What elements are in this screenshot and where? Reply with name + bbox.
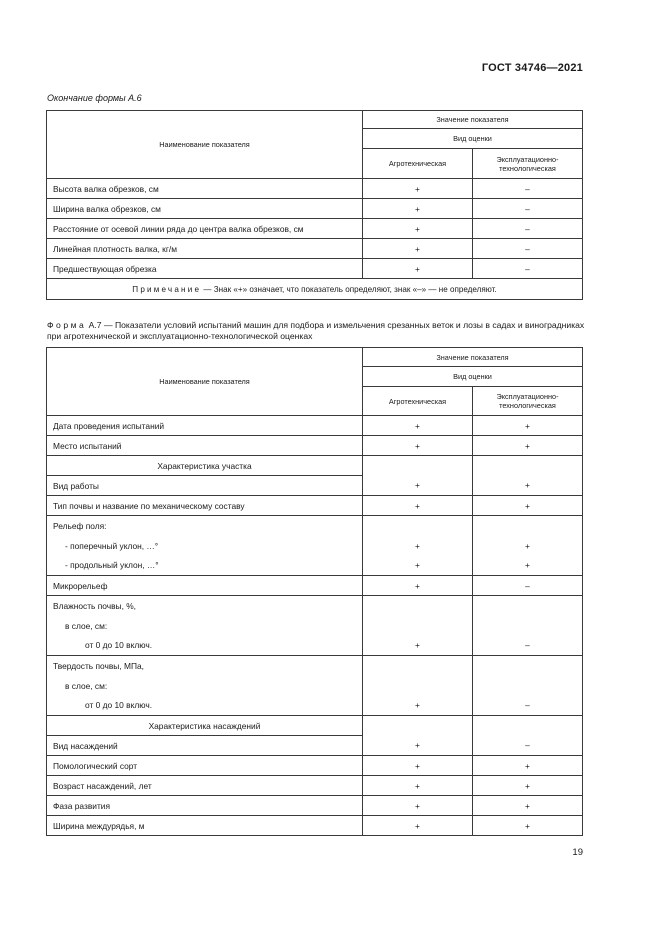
indicator-name: Возраст насаждений, лет: [47, 776, 363, 796]
table-row: [47, 716, 583, 736]
agro-mark: +: [363, 259, 473, 279]
agro-mark: +: [363, 816, 473, 836]
agro-mark: +: [363, 776, 473, 796]
header-evaluation-type: Вид оценки: [363, 367, 583, 387]
header-indicator-value: Значение показателя: [363, 111, 583, 129]
expl-mark: +: [473, 556, 583, 576]
table-row: [47, 816, 583, 836]
agro-mark: [363, 516, 473, 536]
expl-mark: +: [473, 816, 583, 836]
expl-mark: –: [473, 219, 583, 239]
agro-mark: +: [363, 796, 473, 816]
indicator-name: Помологический сорт: [47, 756, 363, 776]
indicator-name: Расстояние от осевой линии ряда до центра валка обрезков, см: [47, 219, 363, 239]
agro-mark: +: [363, 536, 473, 556]
form-continuation-caption: Окончание формы А.6: [47, 93, 142, 103]
agro-mark: +: [363, 496, 473, 516]
table-row: [47, 436, 583, 456]
expl-mark: +: [473, 496, 583, 516]
header-agrotechnical: Агротехническая: [363, 149, 473, 179]
expl-mark: –: [473, 636, 583, 656]
table-row: [47, 616, 583, 636]
table-row: [47, 736, 583, 756]
indicator-name: Твердость почвы, МПа,: [47, 656, 363, 676]
indicator-name: - продольный уклон, …°: [47, 556, 363, 576]
expl-mark: [473, 596, 583, 616]
indicator-name: от 0 до 10 включ.: [47, 636, 363, 656]
expl-mark: –: [473, 179, 583, 199]
table-row: [47, 219, 583, 239]
expl-mark: +: [473, 476, 583, 496]
indicator-name: Микрорельеф: [47, 576, 363, 596]
agro-mark: [363, 596, 473, 616]
expl-mark: [473, 656, 583, 676]
form-label: Форма: [47, 320, 87, 330]
note-label: Примечание: [132, 284, 202, 294]
indicator-name: Предшествующая обрезка: [47, 259, 363, 279]
table-row: [47, 456, 583, 476]
agro-mark: +: [363, 736, 473, 756]
agro-mark: +: [363, 556, 473, 576]
expl-mark: +: [473, 776, 583, 796]
expl-mark: [473, 716, 583, 736]
expl-mark: [473, 676, 583, 696]
header-indicator-name: Наименование показателя: [47, 348, 363, 416]
indicator-name: Фаза развития: [47, 796, 363, 816]
indicator-name: в слое, см:: [47, 676, 363, 696]
table-row: [47, 199, 583, 219]
header-indicator-name: Наименование показателя: [47, 111, 363, 179]
indicator-name: от 0 до 10 включ.: [47, 696, 363, 716]
header-agrotechnical: Агротехническая: [363, 387, 473, 416]
expl-mark: –: [473, 696, 583, 716]
expl-mark: +: [473, 536, 583, 556]
table-row: [47, 536, 583, 556]
indicator-name: Тип почвы и название по механическому составу: [47, 496, 363, 516]
expl-mark: +: [473, 416, 583, 436]
table-row: [47, 636, 583, 656]
table-row: [47, 776, 583, 796]
table-row: [47, 416, 583, 436]
indicator-name: Вид работы: [47, 476, 363, 496]
expl-mark: –: [473, 736, 583, 756]
indicator-name: Влажность почвы, %,: [47, 596, 363, 616]
table-row: [47, 676, 583, 696]
header-operational: Эксплуатационно-технологическая: [473, 149, 583, 179]
agro-mark: +: [363, 436, 473, 456]
table-row: [47, 556, 583, 576]
table-row: [47, 656, 583, 676]
form-a6-table: [46, 110, 583, 300]
indicator-name: Рельеф поля:: [47, 516, 363, 536]
agro-mark: [363, 656, 473, 676]
agro-mark: +: [363, 219, 473, 239]
agro-mark: [363, 616, 473, 636]
expl-mark: +: [473, 756, 583, 776]
note-text: — Знак «+» означает, что показатель определяют, знак «–» — не определяют.: [201, 284, 497, 294]
agro-mark: +: [363, 476, 473, 496]
form-number: А.7: [86, 320, 102, 330]
indicator-name: Линейная плотность валка, кг/м: [47, 239, 363, 259]
indicator-name: Ширина междурядья, м: [47, 816, 363, 836]
expl-mark: +: [473, 796, 583, 816]
table-row: [47, 239, 583, 259]
page-number: 19: [572, 847, 583, 858]
expl-mark: –: [473, 576, 583, 596]
agro-mark: +: [363, 199, 473, 219]
agro-mark: [363, 716, 473, 736]
indicator-name: Дата проведения испытаний: [47, 416, 363, 436]
table-row: [47, 696, 583, 716]
form-title-text: — Показатели условий испытаний машин для подбора и измельчения срезанных веток и лозы в садах и виноградниках при агротехнической и эксплуатационно-технологической оценках: [47, 320, 585, 341]
table-row: [47, 576, 583, 596]
expl-mark: –: [473, 239, 583, 259]
expl-mark: [473, 456, 583, 476]
table-row: [47, 179, 583, 199]
section-heading: Характеристика участка: [47, 456, 363, 476]
agro-mark: +: [363, 179, 473, 199]
expl-mark: +: [473, 436, 583, 456]
standard-designation: ГОСТ 34746—2021: [481, 62, 583, 74]
section-heading: Характеристика насаждений: [47, 716, 363, 736]
form-a7-title: [47, 320, 587, 342]
header-operational: Эксплуатационно-технологическая: [473, 387, 583, 416]
expl-mark: –: [473, 199, 583, 219]
agro-mark: +: [363, 576, 473, 596]
header-indicator-value: Значение показателя: [363, 348, 583, 367]
indicator-name: Вид насаждений: [47, 736, 363, 756]
indicator-name: Высота валка обрезков, см: [47, 179, 363, 199]
expl-mark: –: [473, 259, 583, 279]
indicator-name: в слое, см:: [47, 616, 363, 636]
indicator-name: - поперечный уклон, …°: [47, 536, 363, 556]
table-row: [47, 259, 583, 279]
indicator-name: Место испытаний: [47, 436, 363, 456]
expl-mark: [473, 616, 583, 636]
table-row: [47, 516, 583, 536]
expl-mark: [473, 516, 583, 536]
form-a7-table: [46, 347, 583, 836]
agro-mark: +: [363, 696, 473, 716]
header-evaluation-type: Вид оценки: [363, 129, 583, 149]
agro-mark: +: [363, 756, 473, 776]
agro-mark: +: [363, 239, 473, 259]
table-row: [47, 496, 583, 516]
table-row: [47, 796, 583, 816]
table-row: [47, 476, 583, 496]
table-row: [47, 596, 583, 616]
agro-mark: [363, 456, 473, 476]
indicator-name: Ширина валка обрезков, см: [47, 199, 363, 219]
agro-mark: +: [363, 636, 473, 656]
table-note: [47, 279, 583, 300]
table-row: [47, 756, 583, 776]
agro-mark: [363, 676, 473, 696]
agro-mark: +: [363, 416, 473, 436]
